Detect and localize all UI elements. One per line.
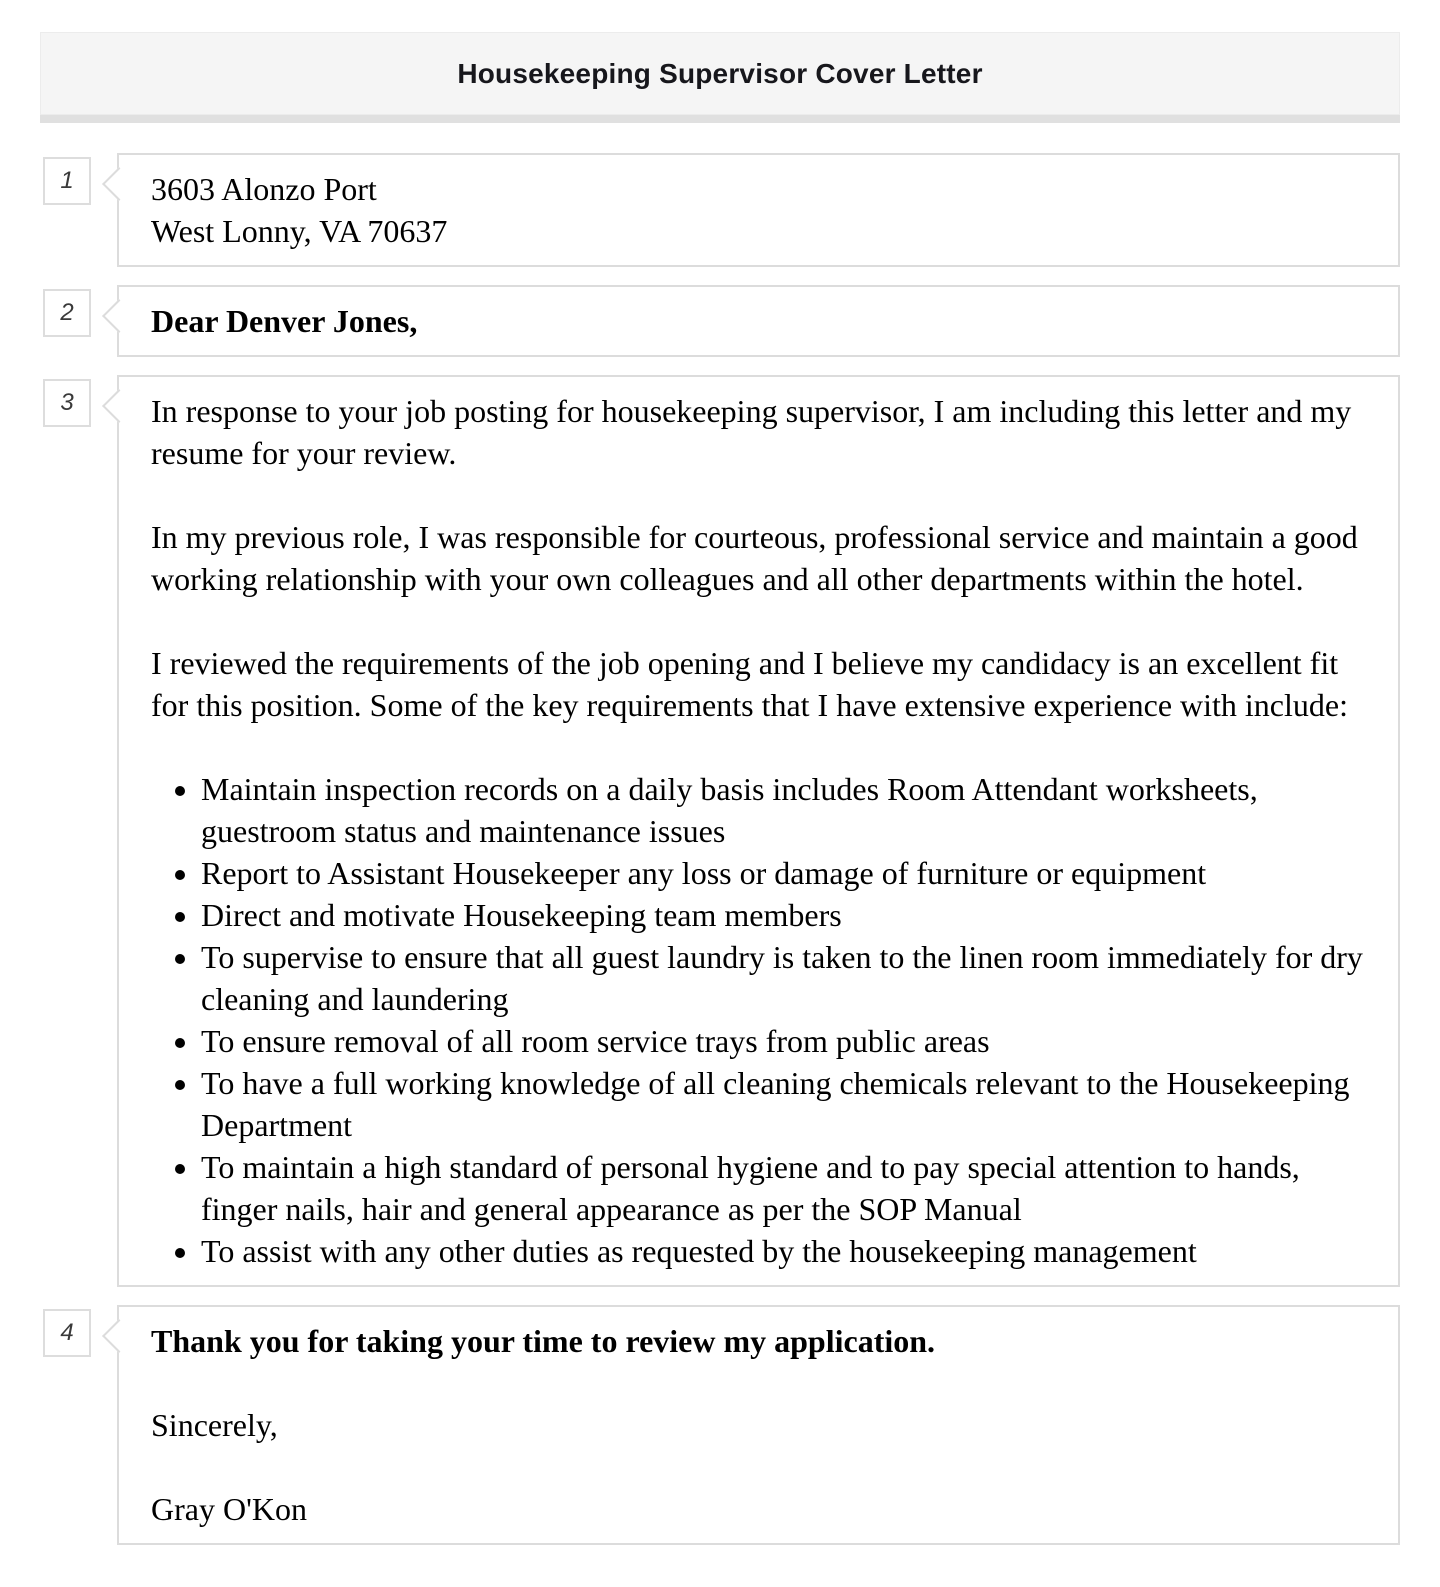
- page-header: [40, 32, 1400, 123]
- signoff: Sincerely,: [151, 1407, 278, 1443]
- section-sender-address: [60, 153, 1400, 267]
- requirement-item: • To assist with any other duties as requested by the housekeeping management: [201, 1230, 1366, 1272]
- card-notch: [102, 167, 136, 201]
- requirement-item: • To supervise to ensure that all guest laundry is taken to the linen room immediately for dry cleaning and laundering: [201, 936, 1366, 1020]
- section-number: 4: [60, 1319, 74, 1346]
- body-paragraph: In my previous role, I was responsible for courteous, professional service and maintain a good working relationship with your own colleagues and all other departments within the hotel.: [151, 519, 1358, 597]
- card-notch: [102, 389, 136, 423]
- page-header-bar: [40, 32, 1400, 115]
- card-notch: [102, 1319, 136, 1353]
- section-number-badge: [43, 379, 91, 427]
- section-number-badge: [43, 289, 91, 337]
- sender-address-card: [117, 153, 1400, 267]
- section-number: 3: [60, 389, 74, 416]
- section-closing: [60, 1305, 1400, 1545]
- page-title: Housekeeping Supervisor Cover Letter: [457, 57, 983, 89]
- requirement-item: • To maintain a high standard of personal hygiene and to pay special attention to hands, finger nails, hair and general appearance as per the SOP Manual: [201, 1146, 1366, 1230]
- closing-card: [117, 1305, 1400, 1545]
- page-bottom-spacer: [0, 1545, 1440, 1587]
- address-line-1: 3603 Alonzo Port: [151, 171, 377, 207]
- section-number: 1: [60, 167, 74, 194]
- requirement-item: • Direct and motivate Housekeeping team members: [201, 894, 1366, 936]
- section-number-badge: [43, 1309, 91, 1357]
- section-number-badge: [43, 157, 91, 205]
- body-card: [117, 375, 1400, 1287]
- section-body: [60, 375, 1400, 1287]
- signature-name: Gray O'Kon: [151, 1491, 307, 1527]
- address-line-2: West Lonny, VA 70637: [151, 213, 448, 249]
- section-salutation: [60, 285, 1400, 357]
- body-paragraph: In response to your job posting for housekeeping supervisor, I am including this letter and my resume for your review.: [151, 393, 1352, 471]
- requirement-item: • To have a full working knowledge of all cleaning chemicals relevant to the Housekeeping Department: [201, 1062, 1366, 1146]
- requirements-list: [151, 768, 1366, 1272]
- closing-thanks: Thank you for taking your time to review my application.: [151, 1323, 936, 1359]
- requirement-item: • Report to Assistant Housekeeper any loss or damage of furniture or equipment: [201, 852, 1366, 894]
- section-number: 2: [60, 299, 74, 326]
- salutation-card: [117, 285, 1400, 357]
- requirement-item: • Maintain inspection records on a daily basis includes Room Attendant worksheets, guestroom status and maintenance issues: [201, 768, 1366, 852]
- card-notch: [102, 299, 136, 333]
- salutation-text: Dear Denver Jones,: [151, 303, 418, 339]
- body-paragraph: I reviewed the requirements of the job opening and I believe my candidacy is an excellent fit for this position. Some of the key requirements that I have extensive experience with include:: [151, 645, 1348, 723]
- requirement-item: • To ensure removal of all room service trays from public areas: [201, 1020, 1366, 1062]
- header-shadow-strip: [40, 115, 1400, 123]
